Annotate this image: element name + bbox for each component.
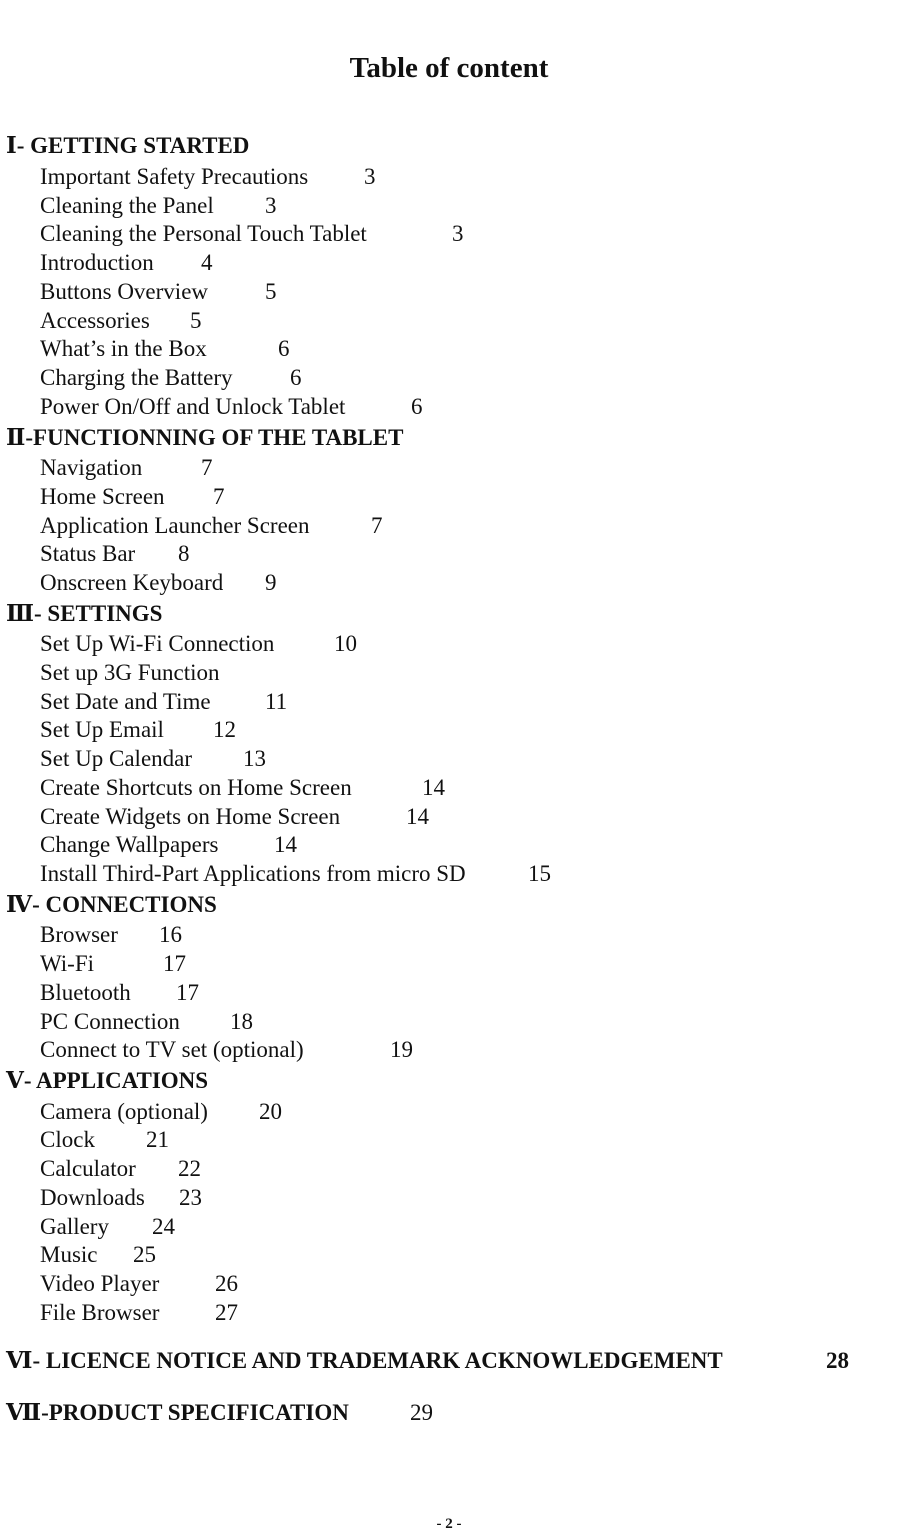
toc-entry[interactable] xyxy=(40,950,186,978)
toc-entry-page: 11 xyxy=(265,689,288,714)
toc-entry-page: 3 xyxy=(364,164,376,189)
toc-entry-label: File Browser xyxy=(40,1300,160,1325)
toc-entry-page: 14 xyxy=(422,775,445,800)
toc-entry-label: Browser xyxy=(40,922,118,947)
toc-entry[interactable] xyxy=(40,745,266,773)
toc-entry-label: Camera (optional) xyxy=(40,1099,208,1124)
toc-entry-label: Set Up Calendar xyxy=(40,746,193,771)
toc-entry-label: Create Widgets on Home Screen xyxy=(40,804,341,829)
toc-entry-label: Bluetooth xyxy=(40,980,131,1005)
toc-entry-page: 4 xyxy=(201,250,213,275)
toc-entry[interactable] xyxy=(40,512,383,540)
toc-entry-page: 6 xyxy=(278,336,290,361)
toc-entry[interactable] xyxy=(40,364,302,392)
toc-entry-page: 20 xyxy=(259,1099,282,1124)
section-heading-label: Ⅶ-PRODUCT SPECIFICATION xyxy=(6,1400,349,1425)
toc-entry[interactable] xyxy=(40,163,376,191)
toc-entry-page: 10 xyxy=(334,631,357,656)
toc-entry-label: Accessories xyxy=(40,308,150,333)
toc-entry-page: 23 xyxy=(179,1185,202,1210)
toc-entry-page: 7 xyxy=(201,455,213,480)
toc-entry-page: 14 xyxy=(274,832,297,857)
toc-entry-page: 15 xyxy=(528,861,551,886)
toc-entry[interactable] xyxy=(40,393,423,421)
toc-entry-label: Navigation xyxy=(40,455,143,480)
toc-entry[interactable] xyxy=(40,220,464,248)
section-heading-page: 29 xyxy=(410,1400,433,1425)
toc-entry-page: 26 xyxy=(215,1271,238,1296)
toc-entry-page: 5 xyxy=(190,308,202,333)
toc-entry[interactable] xyxy=(40,921,182,949)
toc-entry-label: Connect to TV set (optional) xyxy=(40,1037,304,1062)
toc-entry-label: Charging the Battery xyxy=(40,365,233,390)
toc-entry-page: 5 xyxy=(265,279,277,304)
toc-entry[interactable] xyxy=(40,1008,253,1036)
section-heading-label: Ⅵ- LICENCE NOTICE AND TRADEMARK ACKNOWLEDGEMENT xyxy=(6,1348,723,1373)
page-title: Table of content xyxy=(349,52,549,84)
toc-entry-label: Video Player xyxy=(40,1271,160,1296)
toc-entry-label: What’s in the Box xyxy=(40,336,207,361)
toc-entry-page: 22 xyxy=(178,1156,201,1181)
toc-entry-label: Cleaning the Panel xyxy=(40,193,214,218)
toc-entry[interactable] xyxy=(40,540,190,568)
toc-entry-page: 6 xyxy=(411,394,423,419)
section-heading-specification[interactable] xyxy=(6,1399,446,1427)
section-heading: Ⅲ- SETTINGS xyxy=(6,601,163,626)
toc-entry-label: Home Screen xyxy=(40,484,165,509)
toc-entry-page: 19 xyxy=(390,1037,413,1062)
toc-entry[interactable] xyxy=(40,630,357,658)
section-heading: Ⅳ- CONNECTIONS xyxy=(6,892,217,917)
toc-entry-label: Important Safety Precautions xyxy=(40,164,309,189)
toc-entry-label: Set Up Wi-Fi Connection xyxy=(40,631,275,656)
toc-entry-page: 13 xyxy=(243,746,266,771)
toc-entry[interactable] xyxy=(40,454,213,482)
toc-entry-label: Music xyxy=(40,1242,98,1267)
toc-entry[interactable] xyxy=(40,979,199,1007)
toc-entry-label: Application Launcher Screen xyxy=(40,513,310,538)
toc-entry-page: 27 xyxy=(215,1300,238,1325)
toc-entry[interactable] xyxy=(40,659,220,687)
toc-entry-page: 17 xyxy=(176,980,199,1005)
toc-entry-label: Power On/Off and Unlock Tablet xyxy=(40,394,346,419)
toc-entry[interactable] xyxy=(40,483,225,511)
toc-entry[interactable] xyxy=(40,307,202,335)
toc-entry-page: 3 xyxy=(265,193,277,218)
toc-entry-label: Change Wallpapers xyxy=(40,832,219,857)
toc-entry-label: Introduction xyxy=(40,250,154,275)
toc-entry[interactable] xyxy=(40,1036,413,1064)
toc-entry-page: 25 xyxy=(133,1242,156,1267)
section-heading-page: 28 xyxy=(826,1348,849,1373)
toc-entry[interactable] xyxy=(40,1184,202,1212)
toc-entry[interactable] xyxy=(40,335,290,363)
page-number: - 2 - xyxy=(436,1516,462,1532)
toc-entry-page: 24 xyxy=(152,1214,175,1239)
toc-entry[interactable] xyxy=(40,1126,169,1154)
toc-entry-label: Gallery xyxy=(40,1214,109,1239)
toc-entry[interactable] xyxy=(40,860,551,888)
toc-entry[interactable] xyxy=(40,1241,156,1269)
toc-entry-label: Cleaning the Personal Touch Tablet xyxy=(40,221,367,246)
toc-entry-label: Status Bar xyxy=(40,541,136,566)
toc-entry[interactable] xyxy=(40,1299,238,1327)
toc-entry[interactable] xyxy=(40,1155,201,1183)
toc-entry[interactable] xyxy=(40,1270,238,1298)
toc-entry[interactable] xyxy=(40,1213,175,1241)
toc-entry-label: Downloads xyxy=(40,1185,145,1210)
toc-entry[interactable] xyxy=(40,192,277,220)
toc-entry-label: Wi-Fi xyxy=(40,951,95,976)
toc-entry[interactable] xyxy=(40,831,297,859)
toc-entry-label: Install Third-Part Applications from micro SD xyxy=(40,861,466,886)
toc-entry-label: Create Shortcuts on Home Screen xyxy=(40,775,352,800)
toc-entry-page: 21 xyxy=(146,1127,169,1152)
toc-entry[interactable] xyxy=(40,569,277,597)
toc-entry[interactable] xyxy=(40,774,445,802)
toc-entry[interactable] xyxy=(40,716,236,744)
toc-entry-page: 7 xyxy=(213,484,225,509)
section-heading: Ⅱ-FUNCTIONNING OF THE TABLET xyxy=(6,425,404,450)
toc-entry-page: 7 xyxy=(371,513,383,538)
section-heading-licence[interactable] xyxy=(6,1347,856,1375)
toc-entry-page: 9 xyxy=(265,570,277,595)
toc-entry-page: 18 xyxy=(230,1009,253,1034)
toc-entry-page: 8 xyxy=(178,541,190,566)
toc-entry-label: PC Connection xyxy=(40,1009,180,1034)
toc-entry-label: Set Date and Time xyxy=(40,689,211,714)
toc-entry-label: Set Up Email xyxy=(40,717,164,742)
toc-entry[interactable] xyxy=(40,688,288,716)
toc-entry-label: Onscreen Keyboard xyxy=(40,570,224,595)
toc-entry-page: 14 xyxy=(406,804,429,829)
section-heading: Ⅴ- APPLICATIONS xyxy=(6,1068,209,1093)
toc-entry-page: 3 xyxy=(452,221,464,246)
toc-entry-label: Clock xyxy=(40,1127,95,1152)
section-heading: Ⅰ- GETTING STARTED xyxy=(6,133,250,158)
toc-entry[interactable] xyxy=(40,803,429,831)
toc-entry[interactable] xyxy=(40,249,213,277)
toc-entry-label: Set up 3G Function xyxy=(40,660,220,685)
toc-entry-page: 17 xyxy=(163,951,186,976)
toc-entry[interactable] xyxy=(40,278,277,306)
toc-entry-page: 6 xyxy=(290,365,302,390)
toc-entry-page: 16 xyxy=(159,922,182,947)
toc-entry-label: Calculator xyxy=(40,1156,136,1181)
toc-entry-page: 12 xyxy=(213,717,236,742)
toc-entry-label: Buttons Overview xyxy=(40,279,209,304)
toc-entry[interactable] xyxy=(40,1098,282,1126)
